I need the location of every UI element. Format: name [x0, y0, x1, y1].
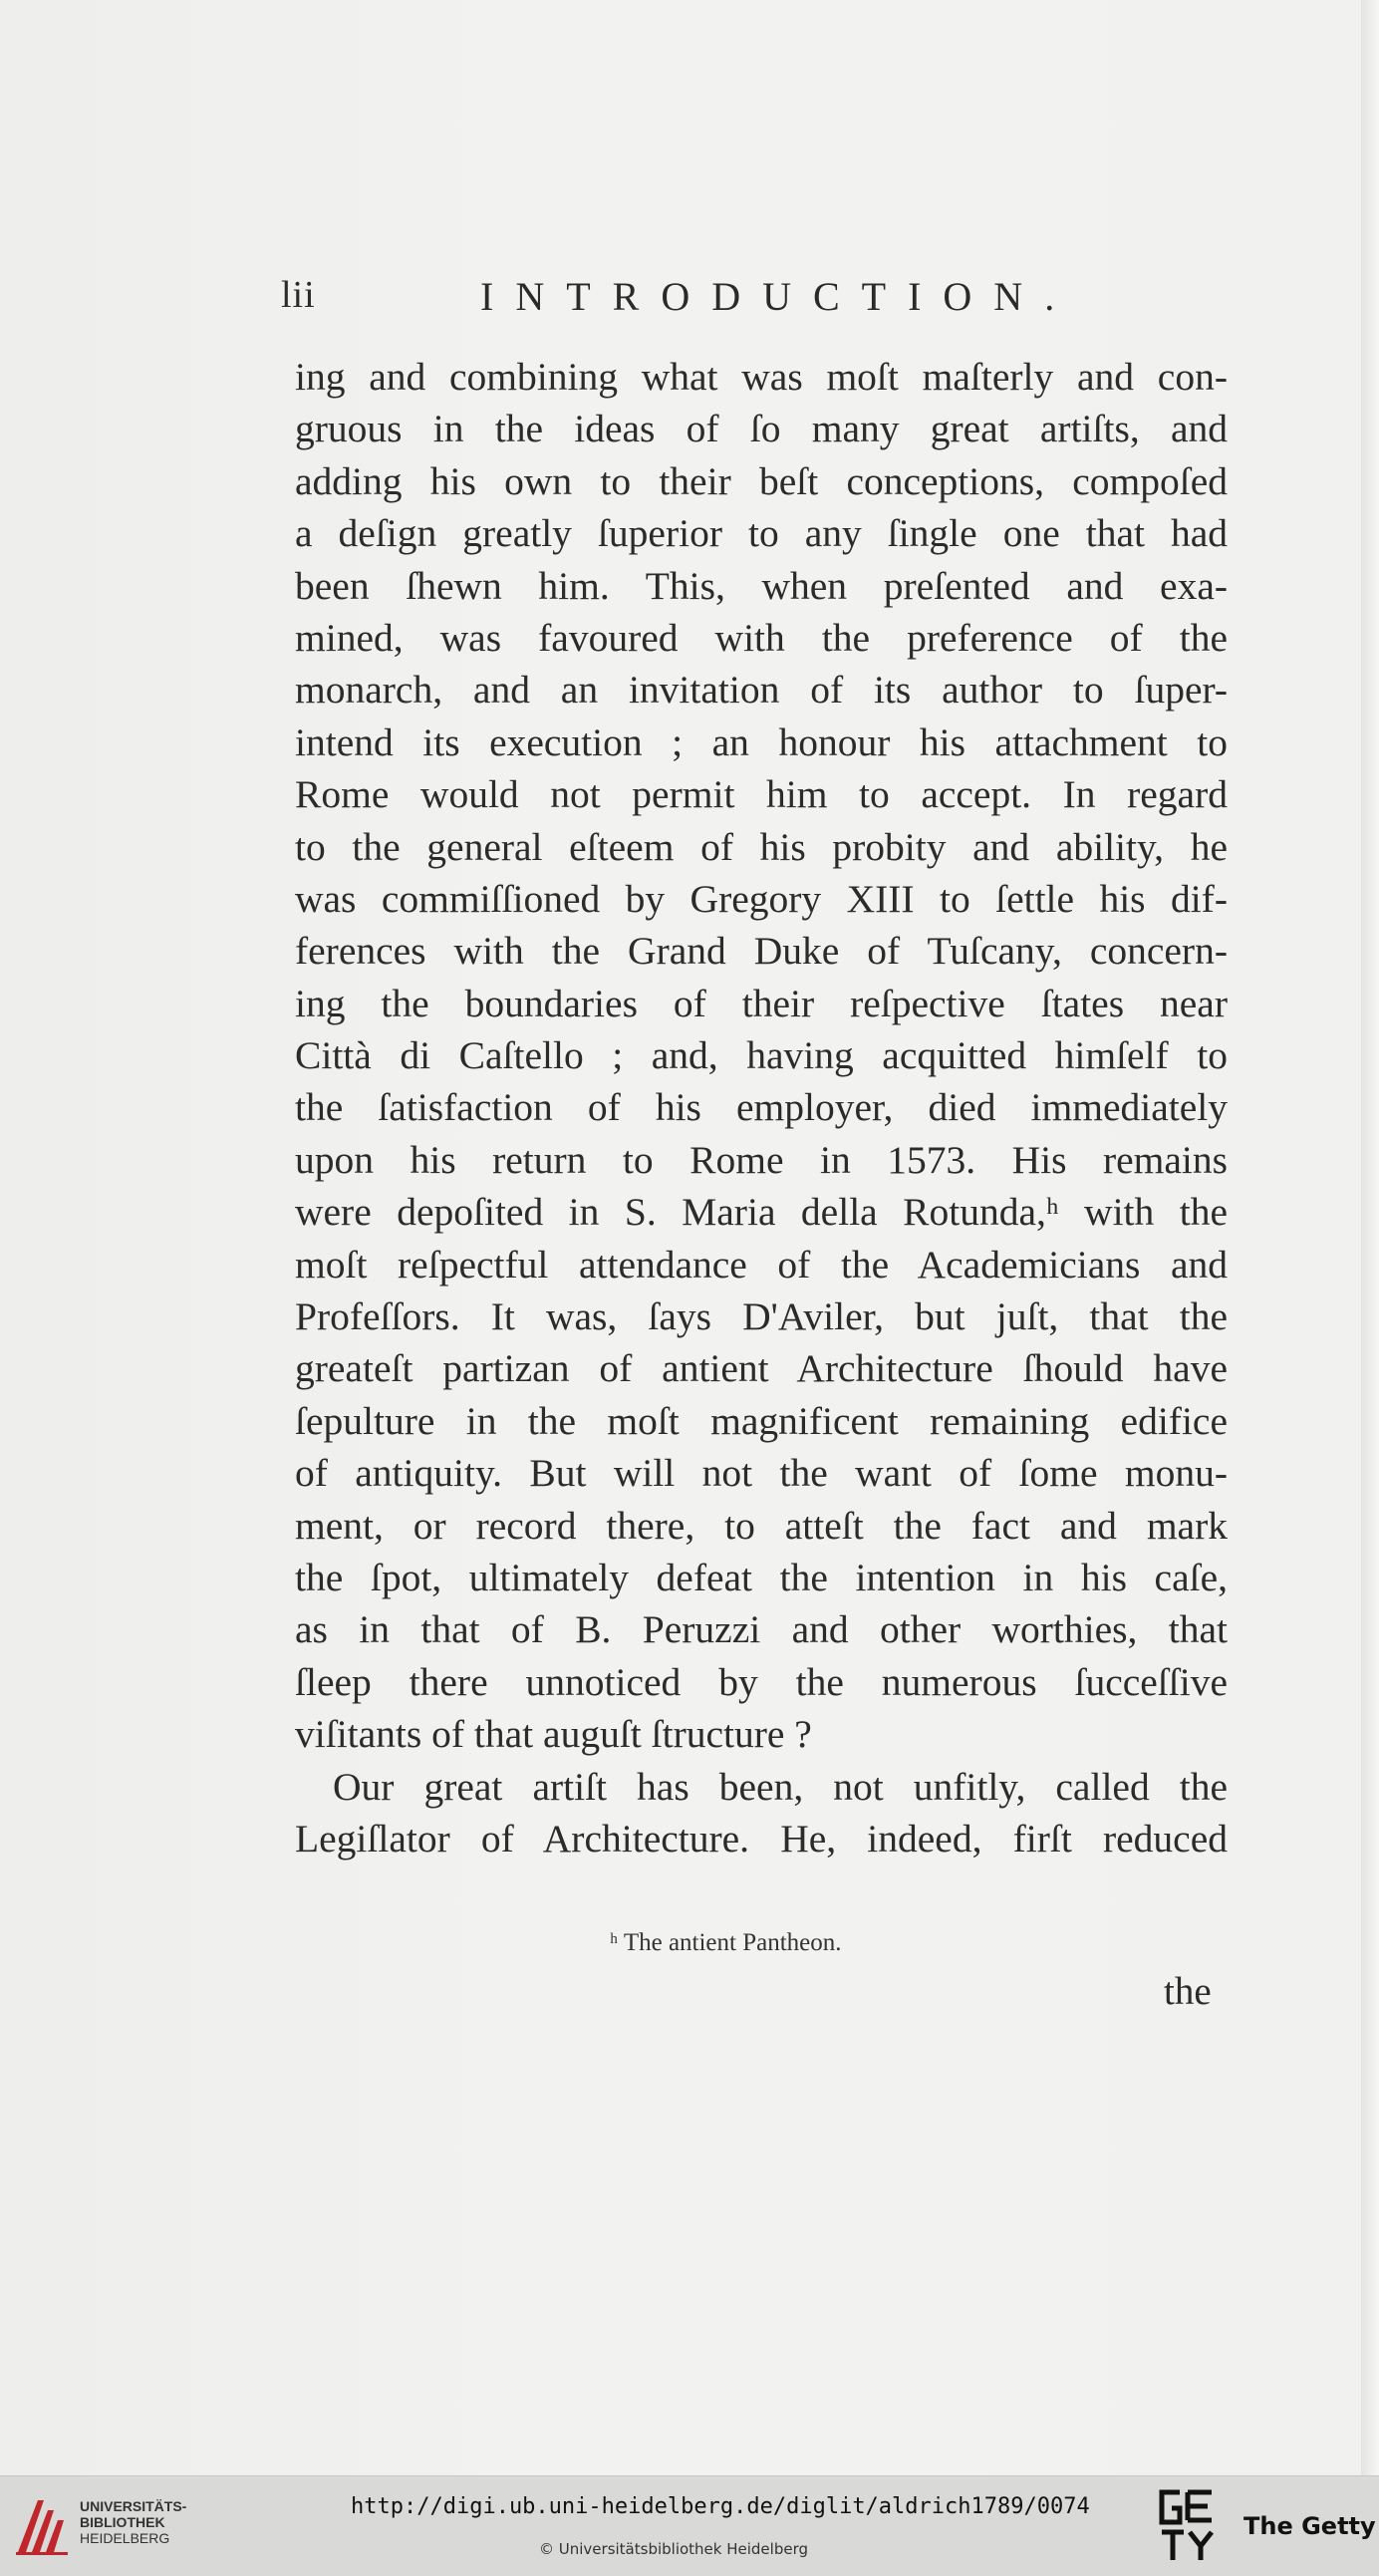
- text-line: ferences with the Grand Duke of Tuſcany, concern-: [295, 929, 1228, 974]
- text-line: of antiquity. But will not the want of ſome monu-: [295, 1451, 1228, 1496]
- university-library-logo-icon: [14, 2494, 72, 2556]
- text-line: viſitants of that auguſt ſtructure ?: [295, 1712, 812, 1757]
- institution-line: HEIDELBERG: [80, 2530, 170, 2546]
- copyright-notice: © Universitätsbibliothek Heidelberg: [539, 2540, 809, 2558]
- institution-line: BIBLIOTHEK: [80, 2514, 165, 2530]
- footnote: ʰ The antient Pantheon.: [610, 1929, 842, 1956]
- text-line: monarch, and an invitation of its author to ſuper-: [295, 668, 1228, 713]
- text-line: the ſpot, ultimately defeat the intention in his caſe,: [295, 1555, 1228, 1599]
- text-line: as in that of B. Peruzzi and other worthies, that: [295, 1607, 1228, 1652]
- text-line: to the general eſteem of his probity and ability, he: [295, 824, 1228, 869]
- text-line: ſepulture in the moſt magnificent remaining edifice: [295, 1398, 1228, 1443]
- text-line: greateſt partizan of antient Architecture ſhould have: [295, 1346, 1228, 1391]
- institution-line: UNIVERSITÄTS-: [80, 2498, 187, 2514]
- text-line: mined, was favoured with the preference of the: [295, 615, 1228, 660]
- institution-name: [80, 2498, 186, 2546]
- text-line: the ſatisfaction of his employer, died immediately: [295, 1085, 1228, 1130]
- page-edge: [1361, 0, 1379, 2475]
- body-text: [295, 351, 1228, 1864]
- text-line: adding his own to their beſt conceptions, compoſed: [295, 458, 1228, 503]
- text-line: upon his return to Rome in 1573. His remains: [295, 1137, 1228, 1182]
- getty-logo-icon: [1154, 2486, 1220, 2566]
- text-line: gruous in the ideas of ſo many great artiſts, and: [295, 407, 1228, 451]
- text-line: Profeſſors. It was, ſays D'Aviler, but juſt, that the: [295, 1294, 1228, 1339]
- text-line: ing and combining what was moſt maſterly and con-: [295, 355, 1228, 399]
- running-head: INTRODUCTION.: [480, 274, 1077, 319]
- text-line: ing the boundaries of their reſpective ſtates near: [295, 981, 1228, 1025]
- viewer-footer: [0, 2475, 1379, 2576]
- text-line: Rome would not permit him to accept. In regard: [295, 772, 1228, 817]
- text-line: were depoſited in S. Maria della Rotunda,ʰ with the: [295, 1190, 1228, 1235]
- page-header: [281, 273, 1228, 333]
- permalink-url[interactable]: http://digi.ub.uni-heidelberg.de/diglit/aldrich1789/0074: [351, 2494, 1090, 2519]
- text-line: Città di Caſtello ; and, having acquitted himſelf to: [295, 1033, 1228, 1078]
- text-line: ſleep there unnoticed by the numerous ſucceſſive: [295, 1659, 1228, 1704]
- text-line: Legiſlator of Architecture. He, indeed, firſt reduced: [295, 1816, 1228, 1860]
- folio-number: lii: [281, 274, 316, 316]
- text-line: ment, or record there, to atteſt the fact and mark: [295, 1503, 1228, 1548]
- text-line: been ſhewn him. This, when preſented and exa-: [295, 563, 1228, 608]
- text-line: was commiſſioned by Gregory XIII to ſettle his dif-: [295, 876, 1228, 921]
- catchword: the: [1164, 1970, 1212, 2013]
- text-line: a deſign greatly ſuperior to any ſingle one that had: [295, 511, 1228, 556]
- partner-name: The Getty: [1243, 2512, 1376, 2540]
- text-line: Our great artiſt has been, not unfitly, called the: [333, 1764, 1228, 1809]
- text-line: intend its execution ; an honour his attachment to: [295, 719, 1228, 764]
- text-line: moſt reſpectful attendance of the Academicians and: [295, 1242, 1228, 1287]
